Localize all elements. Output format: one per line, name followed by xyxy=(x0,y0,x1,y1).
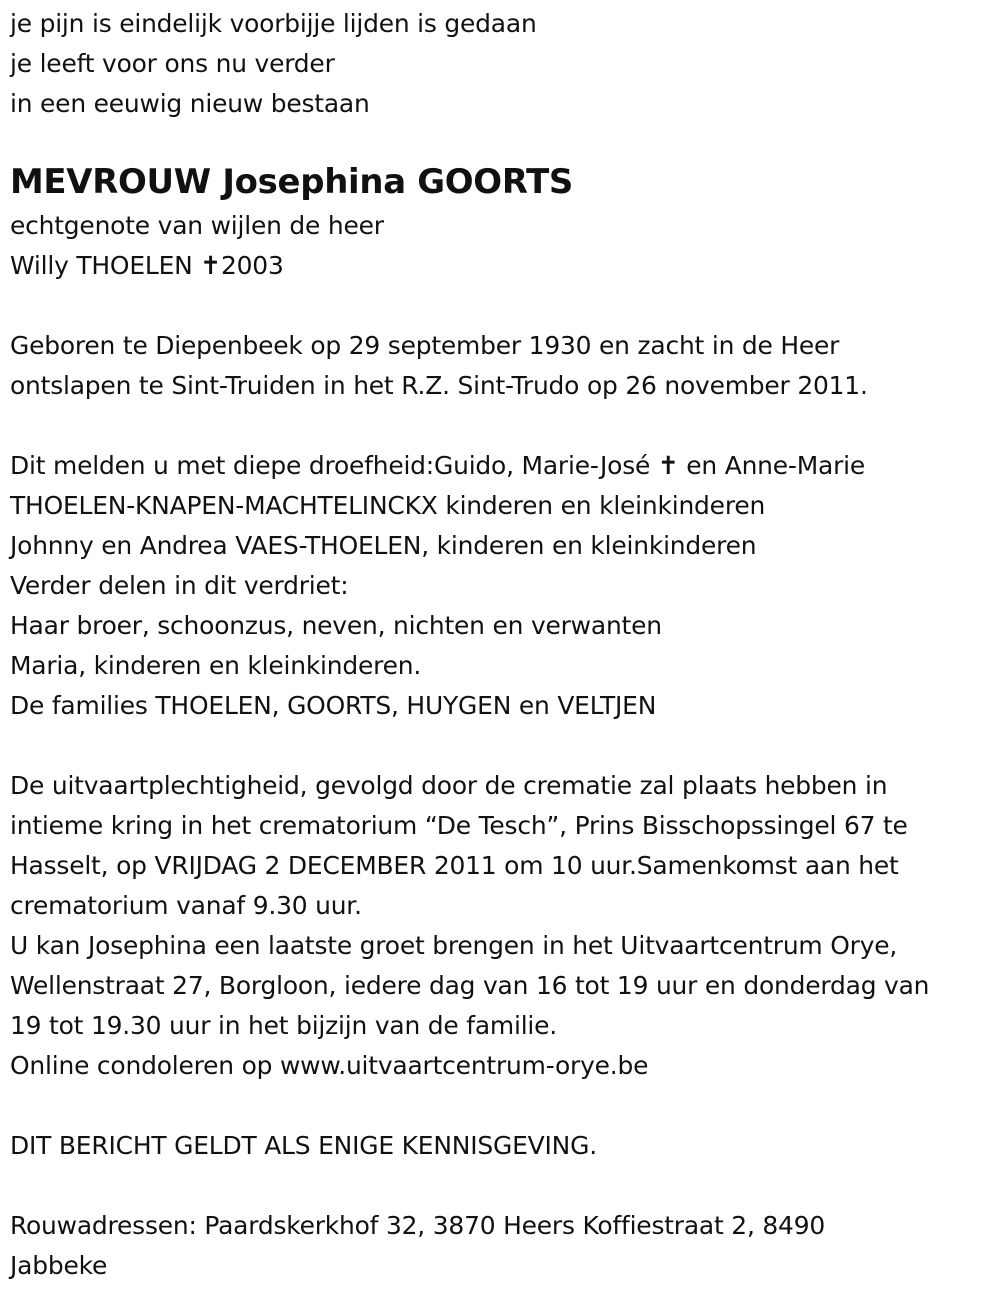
family-line: Haar broer, schoonzus, neven, nichten en verwanten xyxy=(10,611,662,640)
poem-line: in een eeuwig nieuw bestaan xyxy=(10,89,370,118)
ceremony-line: De uitvaartplechtigheid, gevolgd door de crematie zal plaats hebben in xyxy=(10,771,888,800)
poem-block xyxy=(10,4,995,124)
family-line: De families THOELEN, GOORTS, HUYGEN en VELTJEN xyxy=(10,691,657,720)
birth-death-line: Geboren te Diepenbeek op 29 september 1930 en zacht in de Heer xyxy=(10,331,840,360)
notice-line: DIT BERICHT GELDT ALS ENIGE KENNISGEVING. xyxy=(10,1131,597,1160)
address-line: Rouwadressen: Paardskerkhof 32, 3870 Heers Koffiestraat 2, 8490 xyxy=(10,1211,826,1240)
family-line: Maria, kinderen en kleinkinderen. xyxy=(10,651,422,680)
family-line: Verder delen in dit verdriet: xyxy=(10,571,349,600)
ceremony-block xyxy=(10,766,995,1086)
family-line: Dit melden u met diepe droefheid:Guido, Marie-José ✝ en Anne-Marie xyxy=(10,451,866,480)
ceremony-line: U kan Josephina een laatste groet brengen in het Uitvaartcentrum Orye, xyxy=(10,931,898,960)
family-block xyxy=(10,446,995,726)
family-line: Johnny en Andrea VAES-THOELEN, kinderen en kleinkinderen xyxy=(10,531,757,560)
addresses-block xyxy=(10,1206,995,1286)
family-line: THOELEN-KNAPEN-MACHTELINCKX kinderen en kleinkinderen xyxy=(10,491,766,520)
poem-line: je pijn is eindelijk voorbijje lijden is gedaan xyxy=(10,9,537,38)
spouse-line: Willy THOELEN ✝2003 xyxy=(10,251,284,280)
birth-death-block xyxy=(10,326,995,406)
spouse-line: echtgenote van wijlen de heer xyxy=(10,211,384,240)
deceased-block xyxy=(10,158,995,286)
poem-line: je leeft voor ons nu verder xyxy=(10,49,335,78)
spacer xyxy=(10,1086,995,1126)
ceremony-line: 19 tot 19.30 uur in het bijzijn van de familie. xyxy=(10,1011,558,1040)
spacer xyxy=(10,726,995,766)
ceremony-line: Wellenstraat 27, Borgloon, iedere dag van 16 tot 19 uur en donderdag van xyxy=(10,971,930,1000)
spacer xyxy=(10,124,995,158)
birth-death-line: ontslapen te Sint-Truiden in het R.Z. Sint-Trudo op 26 november 2011. xyxy=(10,371,868,400)
ceremony-line: Online condoleren op www.uitvaartcentrum-orye.be xyxy=(10,1051,649,1080)
address-line: Jabbeke xyxy=(10,1251,108,1280)
spacer xyxy=(10,286,995,326)
ceremony-line: crematorium vanaf 9.30 uur. xyxy=(10,891,362,920)
spacer xyxy=(10,1166,995,1206)
obituary-document xyxy=(10,4,995,1286)
deceased-name: MEVROUW Josephina GOORTS xyxy=(10,162,574,202)
spacer xyxy=(10,406,995,446)
ceremony-line: Hasselt, op VRIJDAG 2 DECEMBER 2011 om 10 uur.Samenkomst aan het xyxy=(10,851,899,880)
ceremony-line: intieme kring in het crematorium “De Tesch”, Prins Bisschopssingel 67 te xyxy=(10,811,908,840)
